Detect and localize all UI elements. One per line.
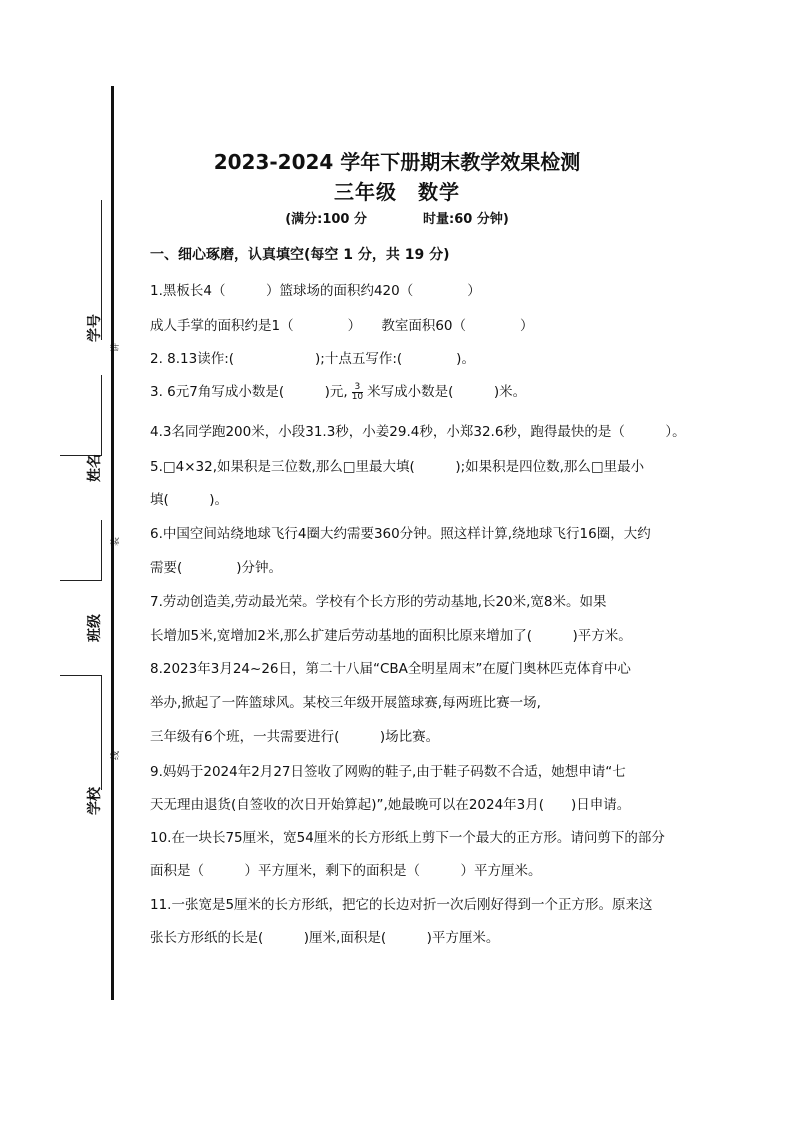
question-1-line-1: 1.黑板长4（ ）篮球场的面积约420（ ） [150, 283, 481, 299]
question-2: 2. 8.13读作:( );十点五写作:( )。 [150, 351, 475, 367]
name-line-top [101, 375, 102, 455]
question-6-line-2: 需要( )分钟。 [150, 560, 283, 576]
binding-mark-1: 讲 [111, 342, 121, 352]
school-underline [60, 675, 102, 676]
question-6-line-1: 6.中国空间站绕地球飞行4圈大约需要360分钟。照这样计算,绕地球飞行16圈，大约 [150, 526, 651, 542]
question-3 [150, 380, 526, 402]
section-1-heading: 一、细心琢磨，认真填空(每空 1 分，共 19 分) [150, 247, 450, 263]
question-1-line-2: 成人手掌的面积约是1（ ） 教室面积60（ ） [150, 318, 534, 334]
class-underline [60, 580, 102, 581]
question-5-line-1: 5.□4×32,如果积是三位数,那么□里最大填( );如果积是四位数,那么□里最小 [150, 459, 645, 475]
time-limit-text: 时量:60 分钟) [423, 212, 509, 227]
question-8-line-1: 8.2023年3月24~26日，第二十八届“CBA全明星周末”在厦门奥林匹克体育中心 [150, 661, 631, 677]
question-10-line-2: 面积是（ ）平方厘米，剩下的面积是（ ）平方厘米。 [150, 863, 542, 879]
full-score-text: (满分:100 分 [285, 212, 368, 227]
binding-mark-2: 装 [111, 536, 121, 546]
question-9-line-2: 天无理由退货(自签收的次日开始算起)”,她最晚可以在2024年3月( )日申请。 [150, 797, 631, 813]
class-line [101, 520, 102, 580]
question-11-line-1: 11.一张宽是5厘米的长方形纸，把它的长边对折一次后刚好得到一个正方形。原来这 [150, 897, 653, 913]
fraction [352, 383, 363, 402]
question-3-part-2: 米写成小数是( )米。 [367, 384, 527, 400]
question-5-line-2: 填( )。 [150, 492, 229, 508]
question-3-part-1: 3. 6元7角写成小数是( )元, [150, 384, 348, 400]
question-7-line-1: 7.劳动创造美,劳动最光荣。学校有个长方形的劳动基地,长20米,宽8米。如果 [150, 594, 607, 610]
student-id-label: 学号 [87, 314, 103, 342]
binding-mark-3: 线 [111, 750, 121, 760]
school-label: 学校 [87, 787, 103, 815]
question-10-line-1: 10.在一块长75厘米，宽54厘米的长方形纸上剪下一个最大的正方形。请问剪下的部分 [150, 830, 665, 846]
fraction-denominator: 10 [351, 391, 364, 402]
question-11-line-2: 张长方形纸的长是( )厘米,面积是( )平方厘米。 [150, 930, 500, 946]
question-7-line-2: 长增加5米,宽增加2米,那么扩建后劳动基地的面积比原来增加了( )平方米。 [150, 628, 632, 644]
class-label: 班级 [87, 614, 103, 642]
fraction-numerator: 3 [352, 383, 363, 393]
question-9-line-1: 9.妈妈于2024年2月27日签收了网购的鞋子,由于鞋子码数不合适，她想申请“七 [150, 764, 626, 780]
exam-subtitle: 三年级 数学 [334, 180, 460, 204]
exam-info [0, 208, 794, 227]
question-8-line-3: 三年级有6个班，一共需要进行( )场比赛。 [150, 729, 440, 745]
question-8-line-2: 举办,掀起了一阵篮球风。某校三年级开展篮球赛,每两班比赛一场, [150, 695, 541, 711]
school-line [101, 675, 102, 790]
question-4: 4.3名同学跑200米，小段31.3秒，小姜29.4秒，小郑32.6秒，跑得最快的是（ ）。 [150, 424, 686, 440]
exam-title: 2023-2024 学年下册期末教学效果检测 [213, 150, 581, 174]
name-label: 姓名 [87, 454, 103, 482]
